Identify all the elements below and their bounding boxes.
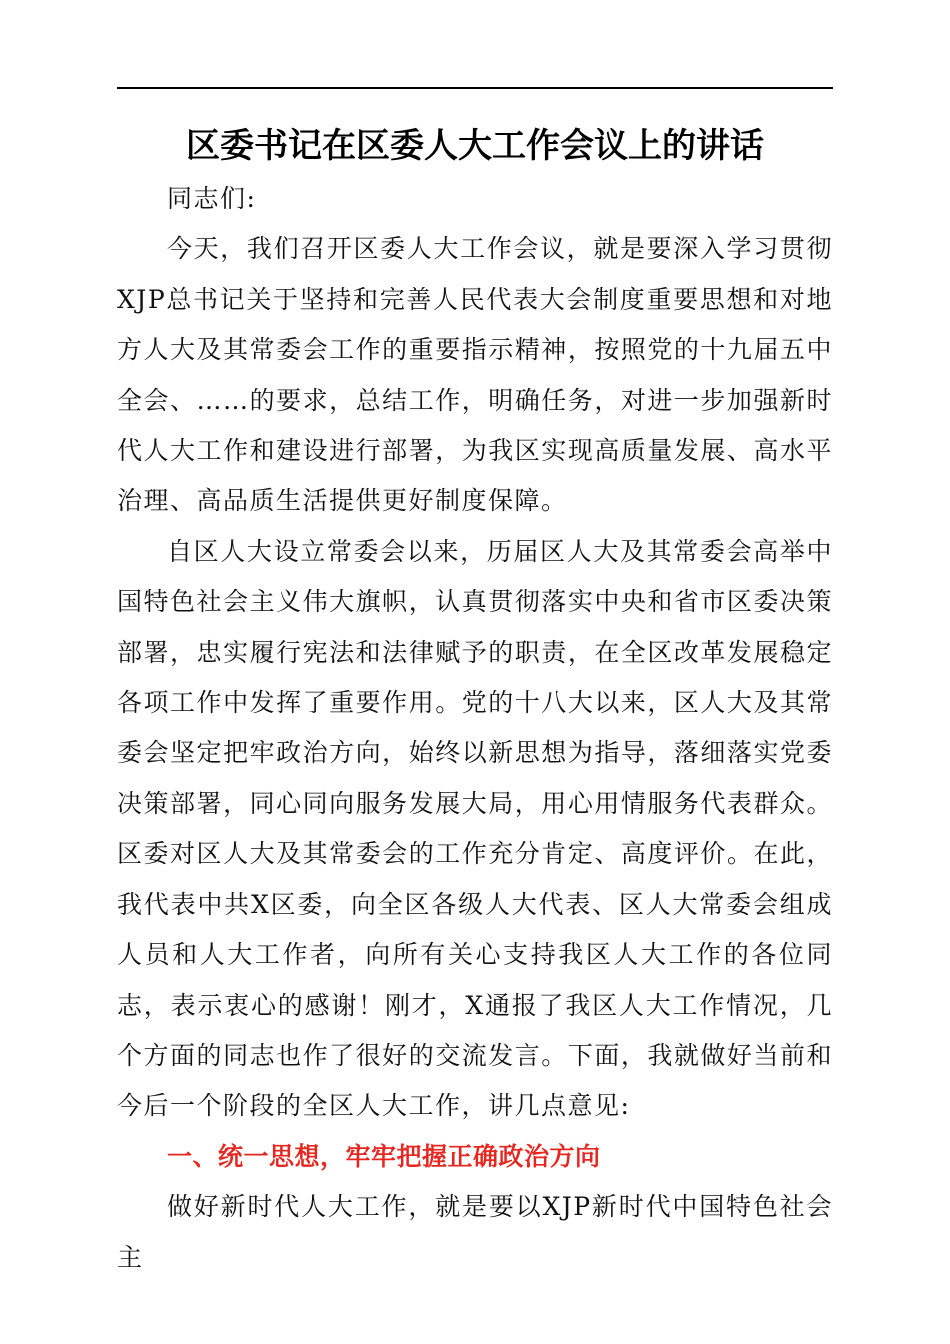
salutation: 同志们: (167, 184, 257, 213)
document-body (117, 174, 833, 1283)
header-rule (117, 87, 833, 89)
paragraph-intro: 今天，我们召开区委人大工作会议，就是要深入学习贯彻XJP总书记关于坚持和完善人民代表大会制度重要思想和对地方人大及其常委会工作的重要指示精神，按照党的十九届五中全会、……的要求，总结工作，明确任务，对进一步加强新时代人大工作和建设进行部署，为我区实现高质量发展、高水平治理、高品质生活提供更好制度保障。 (117, 234, 833, 516)
paragraph-review: 自区人大设立常委会以来，历届区人大及其常委会高举中国特色社会主义伟大旗帜，认真贯彻落实中央和省市区委决策部署，忠实履行宪法和法律赋予的职责，在全区改革发展稳定各项工作中发挥了重要作用。党的十八大以来，区人大及其常委会坚定把牢政治方向，始终以新思想为指导，落细落实党委决策部署，同心同向服务发展大局，用心用情服务代表群众。区委对区人大及其常委会的工作充分肯定、高度评价。在此，我代表中共X区委，向全区各级人大代表、区人大常委会组成人员和人大工作者，向所有关心支持我区人大工作的各位同志，表示衷心的感谢！刚才，X通报了我区人大工作情况，几个方面的同志也作了很好的交流发言。下面，我就做好当前和今后一个阶段的全区人大工作，讲几点意见: (117, 536, 833, 1121)
paragraph-section-one: 做好新时代人大工作，就是要以XJP新时代中国特色社会主 (117, 1192, 833, 1272)
section-heading: 一、统一思想，牢牢把握正确政治方向 (167, 1141, 601, 1171)
page-title: 区委书记在区委人大工作会议上的讲话 (186, 126, 764, 166)
